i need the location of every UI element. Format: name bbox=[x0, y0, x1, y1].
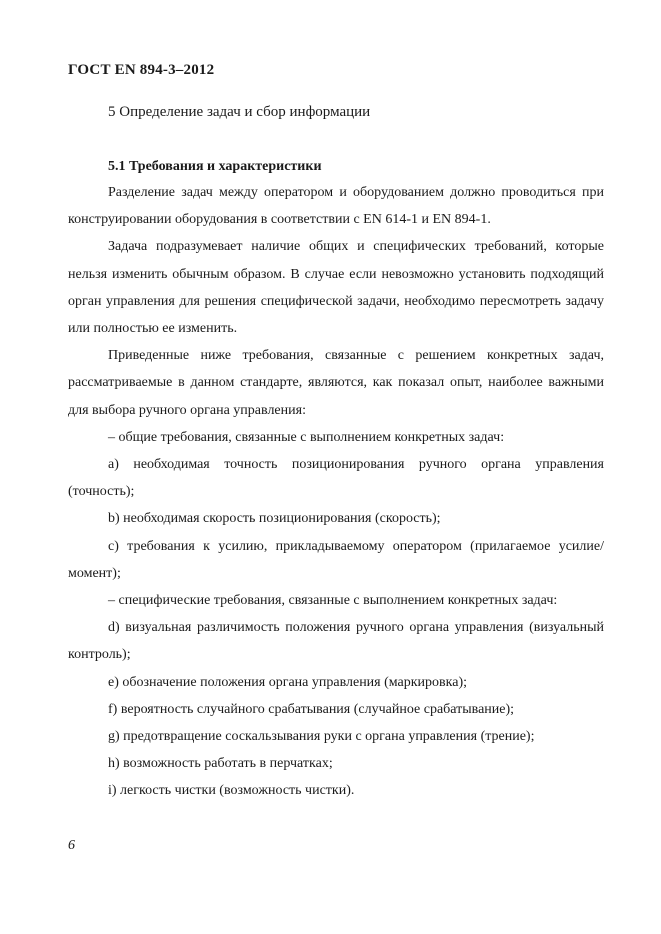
list-item-b: b) необходимая скорость позиционирования (скорость); bbox=[108, 511, 441, 527]
list-item-a: a) необходимая точность позиционирования ручного органа управления (точность); bbox=[68, 457, 604, 500]
document-code-header: ГОСТ EN 894-3–2012 bbox=[68, 62, 215, 78]
list-item-e: e) обозначение положения органа управления (маркировка); bbox=[108, 674, 468, 690]
list-item-c: c) требования к усилию, прикладываемому оператором (прилагаемое усилие/момент); bbox=[68, 538, 604, 581]
list-item-i: i) легкость чистки (возможность чистки). bbox=[108, 783, 355, 799]
list-heading-general: – общие требования, связанные с выполнением конкретных задач: bbox=[108, 429, 505, 445]
list-heading-specific: – специфические требования, связанные с выполнением конкретных задач: bbox=[108, 593, 558, 609]
body-text bbox=[68, 179, 604, 805]
subsection-title: 5.1 Требования и характеристики bbox=[108, 159, 322, 174]
paragraph-task-requirements: Задача подразумевает наличие общих и специфических требований, которые нельзя изменить обычным образом. В случае если невозможно установить подходящий орган управления для решения специфической задачи, необходимо пересмотреть задачу или полностью ее изменить. bbox=[68, 239, 604, 337]
list-item-h: h) возможность работать в перчатках; bbox=[108, 756, 333, 772]
section-title: 5 Определение задач и сбор информации bbox=[108, 104, 371, 120]
list-item-g: g) предотвращение соскальзывания руки с органа управления (трение); bbox=[108, 729, 535, 745]
paragraph-task-distribution: Разделение задач между оператором и оборудованием должно проводиться при конструировании оборудования в соответствии с EN 614-1 и EN 894-1. bbox=[68, 185, 604, 228]
page-number: 6 bbox=[68, 838, 75, 853]
list-item-f: f) вероятность случайного срабатывания (случайное срабатывание); bbox=[108, 701, 515, 717]
list-item-d: d) визуальная различимость положения ручного органа управления (визуальный контроль); bbox=[68, 620, 604, 663]
paragraph-requirements-intro: Приведенные ниже требования, связанные с решением конкретных задач, рассматриваемые в данном стандарте, являются, как показал опыт, наиболее важными для выбора ручного органа управления: bbox=[68, 348, 604, 418]
